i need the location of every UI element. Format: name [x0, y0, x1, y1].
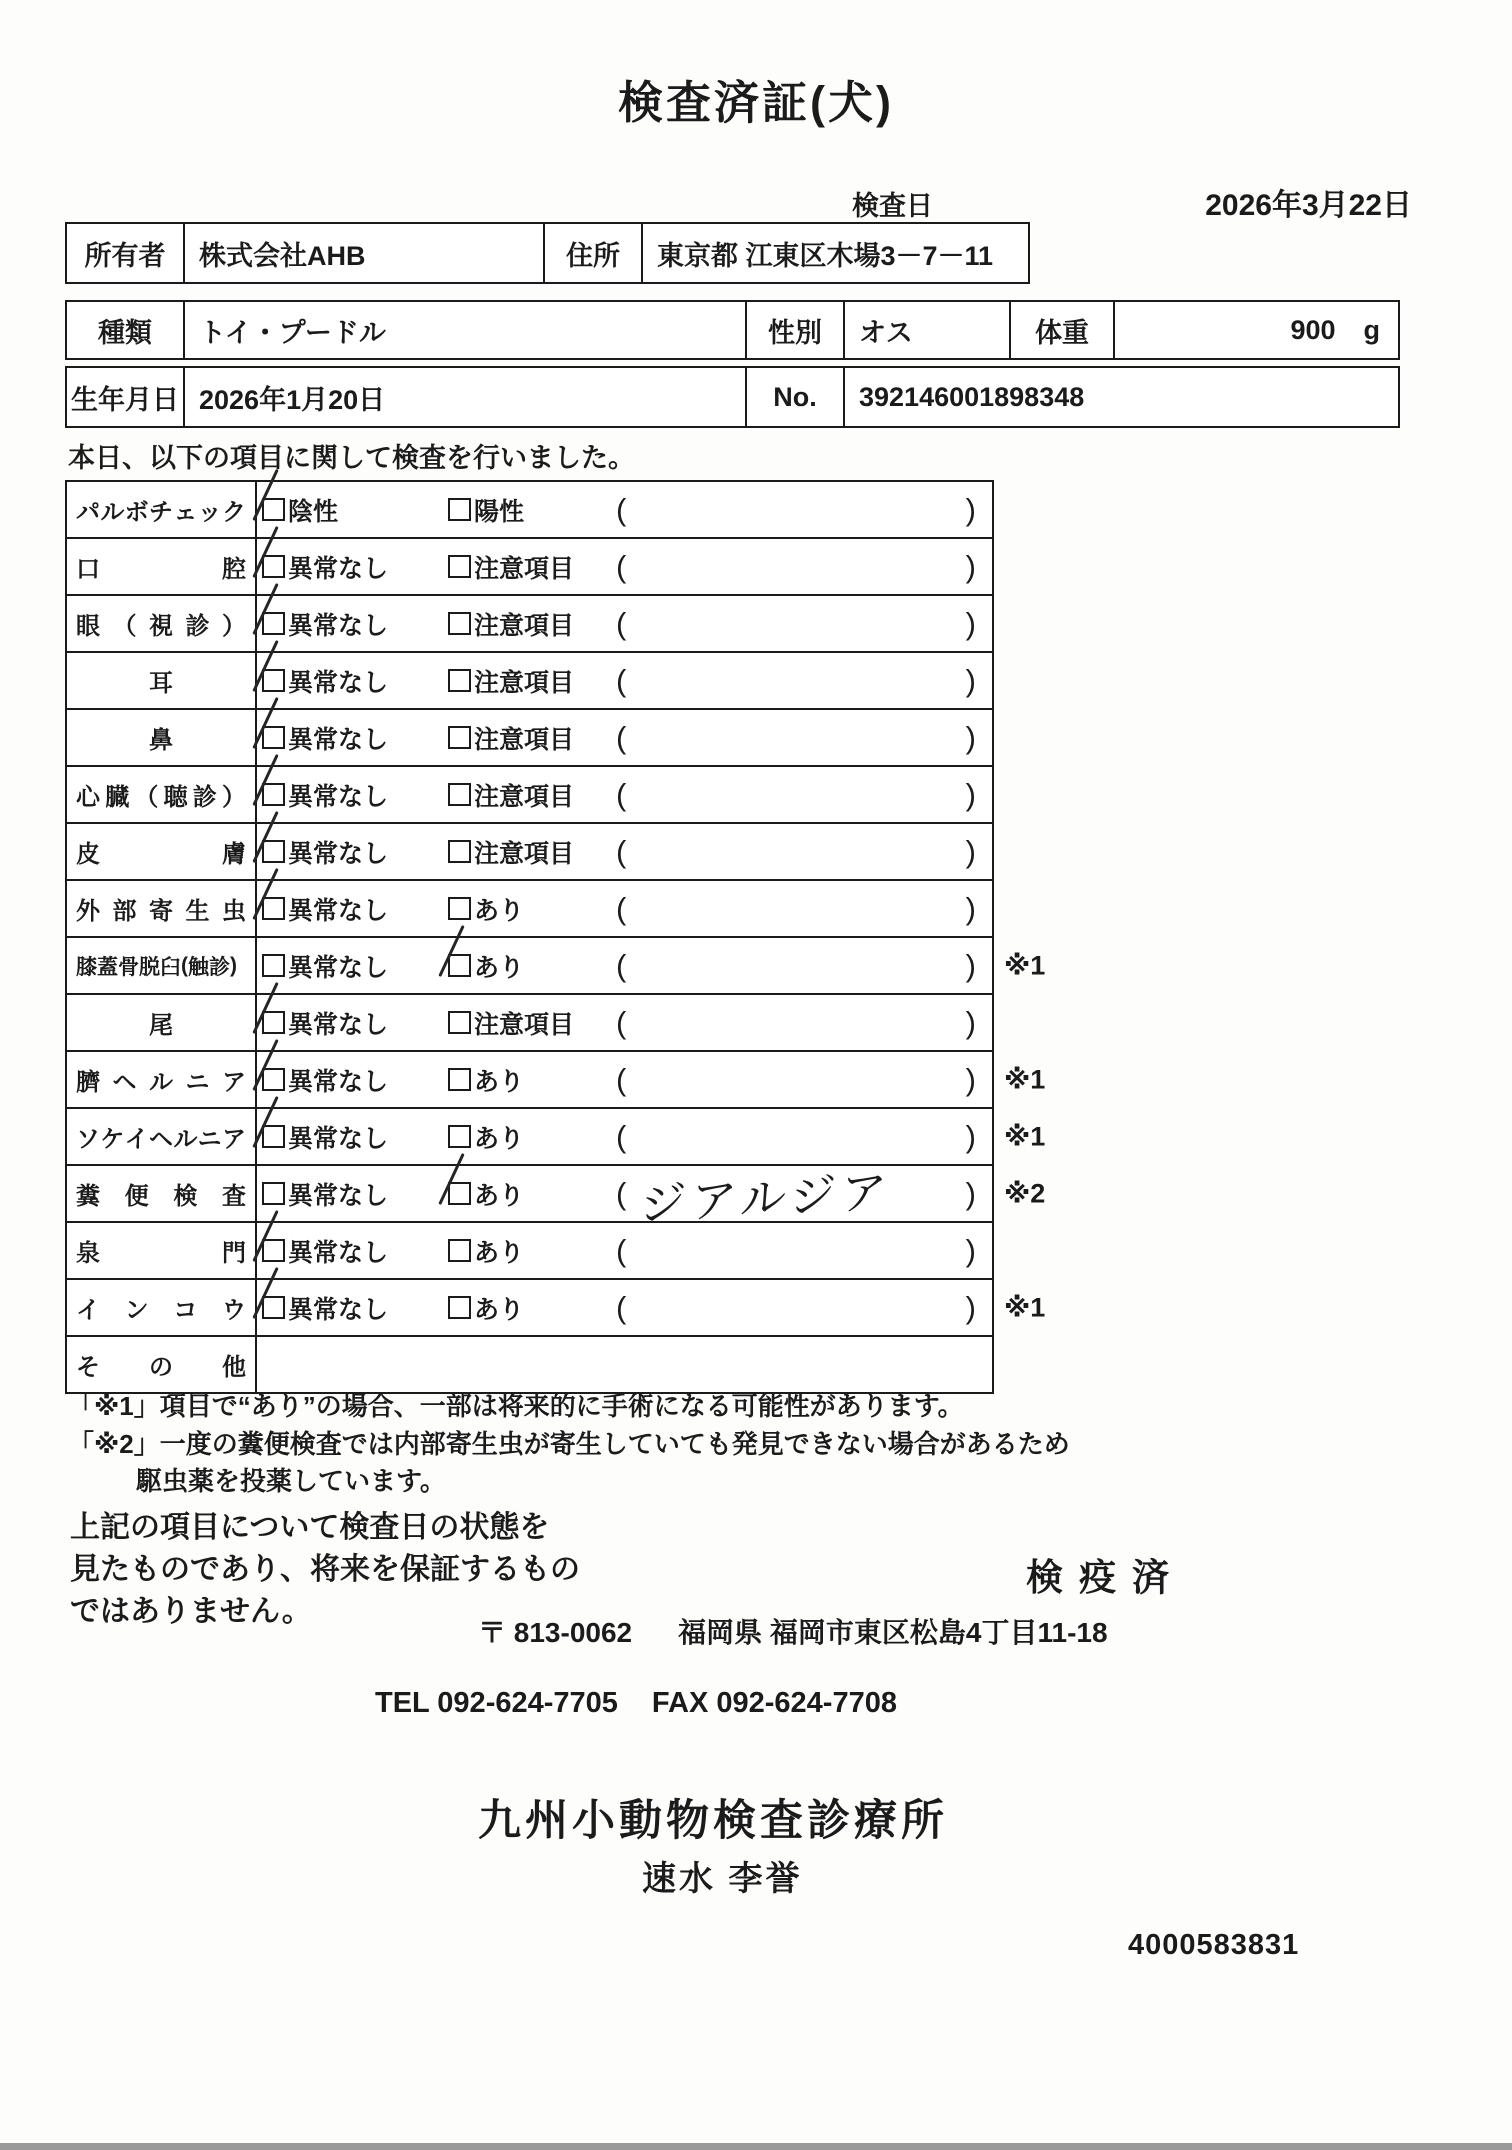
checklist-row — [67, 995, 992, 1052]
option-label: 注意項目 — [474, 1010, 575, 1039]
row-content — [257, 1280, 992, 1335]
row-label-char: ン — [124, 1297, 149, 1324]
sex-value: オス — [845, 302, 1011, 358]
option-label: 異常なし — [288, 1295, 389, 1324]
address-label: 住所 — [545, 224, 643, 282]
row-label-char: イ — [76, 1297, 100, 1324]
weight-label: 体重 — [1011, 302, 1115, 358]
checkbox-icon — [448, 954, 471, 977]
paren-close: ) — [965, 1289, 976, 1325]
paren-open: ( — [616, 662, 627, 698]
paren-close: ) — [965, 1061, 976, 1097]
option-label: あり — [474, 1181, 525, 1210]
checklist-row — [67, 710, 992, 767]
row-label-char: コ — [173, 1297, 198, 1324]
checkbox-icon — [262, 555, 285, 578]
row-label-char: 部 — [112, 898, 137, 925]
weight-number: 900 — [1290, 314, 1336, 345]
row-label — [67, 1223, 257, 1278]
option-1 — [262, 938, 448, 993]
row-label-char: ル — [100, 499, 125, 526]
option-2 — [448, 1166, 612, 1221]
paren-open: ( — [616, 548, 627, 584]
paren-field — [612, 834, 992, 870]
option-1 — [262, 995, 448, 1050]
row-content — [257, 653, 992, 708]
checkbox-icon — [262, 1239, 285, 1262]
checklist-row — [67, 596, 992, 653]
option-2 — [448, 596, 612, 651]
paren-open: ( — [616, 1004, 627, 1040]
paren-close: ) — [965, 833, 976, 869]
row-label-char: 心 — [76, 784, 100, 811]
paren-field — [612, 720, 992, 756]
row-label — [67, 1052, 257, 1107]
row-label-char: 骨 — [118, 955, 139, 979]
option-1 — [262, 596, 448, 651]
paren-open: ( — [616, 1061, 627, 1097]
row-label-char: ヘ — [112, 1069, 137, 1096]
option-2 — [448, 1223, 612, 1278]
option-label: 注意項目 — [474, 668, 575, 697]
row-label — [67, 653, 257, 708]
row-label-char: 臼 — [160, 955, 181, 979]
row-label-char: ア — [222, 1069, 246, 1096]
row-label-char: 生 — [185, 898, 210, 925]
row-label — [67, 482, 257, 537]
owner-label: 所有者 — [67, 224, 185, 282]
checklist-row — [67, 824, 992, 881]
checkbox-icon — [262, 1011, 285, 1034]
row-label-char: ア — [221, 1126, 246, 1153]
row-label-char: 便 — [124, 1183, 149, 1210]
inspection-date-label: 検査日 — [852, 191, 933, 221]
option-label: あり — [474, 953, 525, 982]
checklist-row — [67, 1164, 1046, 1231]
scan-edge-artifact — [0, 2143, 1512, 2150]
row-content — [257, 1052, 992, 1107]
option-label: あり — [474, 1295, 525, 1324]
checkbox-icon — [262, 669, 285, 692]
row-label-char: そ — [76, 1354, 100, 1381]
row-content — [257, 881, 992, 936]
clinic-contact-line — [375, 1687, 897, 1720]
option-label: 異常なし — [288, 611, 389, 640]
option-label: 注意項目 — [474, 725, 575, 754]
checkbox-icon — [448, 1125, 471, 1148]
checkbox-icon — [262, 840, 285, 863]
option-2 — [448, 710, 612, 765]
row-content — [257, 539, 992, 594]
option-label: 注意項目 — [474, 611, 575, 640]
owner-table — [65, 222, 1030, 284]
row-label — [67, 1280, 257, 1335]
paren-field — [612, 1005, 992, 1041]
checklist-row — [67, 938, 1046, 995]
paren-open: ( — [616, 890, 627, 926]
paren-field — [612, 1164, 992, 1231]
option-2 — [448, 1052, 612, 1107]
paren-close: ) — [965, 890, 976, 926]
option-1 — [262, 1052, 448, 1107]
option-2 — [448, 539, 612, 594]
paren-close: ) — [965, 605, 976, 641]
option-label: 異常なし — [288, 554, 389, 583]
row-content — [257, 710, 992, 765]
row-label-char: 門 — [222, 1240, 246, 1267]
weight-unit: g — [1363, 314, 1380, 345]
row-label-char: 口 — [76, 556, 100, 583]
option-1 — [262, 653, 448, 708]
option-2 — [448, 824, 612, 879]
row-content — [257, 1164, 992, 1231]
clinic-postal-code: 〒 813-0062 — [478, 1617, 633, 1648]
checklist-row — [67, 1052, 1046, 1109]
disclaimer-line-2: 見たものであり、将来を保証するもの — [70, 1553, 580, 1586]
clinic-address: 福岡県 福岡市東区松島4丁目11-18 — [678, 1617, 1108, 1648]
paren-open: ( — [616, 719, 627, 755]
row-label-char: ( — [181, 953, 188, 977]
option-1 — [262, 767, 448, 822]
veterinarian-name: 速水 李誉 — [642, 1860, 803, 1898]
checklist-row — [67, 1337, 992, 1392]
checklist-row — [67, 767, 992, 824]
row-label-char: ) — [230, 953, 237, 977]
row-mark: ※1 — [1004, 950, 1046, 980]
checkbox-icon — [262, 1068, 285, 1091]
sex-label: 性別 — [747, 302, 845, 358]
row-label-char: 鼻 — [149, 727, 173, 754]
option-label: あり — [474, 1067, 525, 1096]
row-content — [257, 824, 992, 879]
checkbox-icon — [448, 612, 471, 635]
checkbox-icon — [448, 1239, 471, 1262]
option-2 — [448, 881, 612, 936]
option-label: 異常なし — [288, 668, 389, 697]
option-label: 異常なし — [288, 896, 389, 925]
pet-table — [65, 300, 1400, 360]
row-label-char: 眼 — [76, 613, 100, 640]
row-mark: ※2 — [1004, 1178, 1046, 1208]
option-2 — [448, 995, 612, 1050]
row-label-char: 虫 — [222, 898, 246, 925]
birth-table — [65, 366, 1400, 428]
row-content — [257, 1337, 992, 1392]
owner-value: 株式会社AHB — [185, 224, 545, 282]
address-value: 東京都 江東区木場3－7－11 — [657, 240, 994, 271]
option-2 — [448, 938, 612, 993]
paren-field — [612, 1062, 992, 1098]
checkbox-icon — [448, 555, 471, 578]
inspection-date-value: 2026年3月22日 — [1205, 189, 1412, 222]
option-1 — [262, 1223, 448, 1278]
checkbox-icon — [262, 954, 285, 977]
row-label-char: 診 — [209, 955, 230, 979]
option-label: 異常なし — [288, 1181, 389, 1210]
clinic-fax: FAX 092-624-7708 — [651, 1687, 897, 1719]
birthdate-value: 2026年1月20日 — [185, 368, 747, 426]
paren-close: ) — [965, 491, 976, 527]
row-label-char: ） — [221, 784, 246, 811]
checklist-row — [67, 1223, 992, 1280]
checkbox-icon — [448, 1296, 471, 1319]
paren-field — [612, 1233, 992, 1269]
row-label-char: 査 — [221, 1183, 246, 1210]
paren-field — [612, 891, 992, 927]
paren-close: ) — [965, 776, 976, 812]
paren-close: ) — [965, 1175, 976, 1211]
paren-field — [612, 777, 992, 813]
row-content — [257, 596, 992, 651]
option-1 — [262, 881, 448, 936]
footnote-2-continued: 駆虫薬を投薬しています。 — [136, 1466, 446, 1496]
paren-field — [612, 549, 992, 585]
row-label-char: 外 — [76, 898, 100, 925]
paren-close: ) — [965, 1118, 976, 1154]
row-label — [67, 539, 257, 594]
row-label-char: イ — [124, 1126, 149, 1153]
option-label: 異常なし — [288, 1124, 389, 1153]
paren-open: ( — [616, 1289, 627, 1325]
row-label-char: 聴 — [163, 784, 188, 811]
option-label: あり — [474, 896, 525, 925]
row-label-char: 検 — [173, 1183, 198, 1210]
checkbox-icon — [262, 498, 285, 521]
option-2 — [448, 653, 612, 708]
option-2 — [448, 1109, 612, 1164]
row-label-char: チ — [148, 499, 173, 526]
row-content — [257, 1223, 992, 1278]
row-content — [257, 767, 992, 822]
row-label-char: 他 — [222, 1354, 246, 1381]
option-1 — [262, 1109, 448, 1164]
checklist-row — [67, 482, 992, 539]
paren-close: ) — [965, 662, 976, 698]
paren-close: ) — [965, 947, 976, 983]
paren-open: ( — [616, 1118, 627, 1154]
row-label-char: 糞 — [76, 1183, 100, 1210]
row-content — [257, 938, 992, 993]
number-label: No. — [747, 368, 845, 426]
row-label — [67, 938, 257, 993]
row-label-char: ェ — [173, 499, 198, 526]
clinic-tel: TEL 092-624-7705 — [375, 1687, 618, 1719]
row-label — [67, 710, 257, 765]
row-label-char: （ — [112, 613, 137, 640]
row-label-char: 視 — [149, 613, 173, 640]
checkbox-icon — [448, 897, 471, 920]
row-label-char: の — [149, 1354, 173, 1381]
checkbox-icon — [448, 840, 471, 863]
option-2 — [448, 1280, 612, 1335]
option-1 — [262, 824, 448, 879]
paren-close: ) — [965, 1004, 976, 1040]
row-label-char: ウ — [221, 1297, 246, 1324]
checkbox-icon — [448, 498, 471, 521]
checkbox-icon — [262, 783, 285, 806]
row-label — [67, 1337, 257, 1392]
option-label: 陽性 — [474, 497, 525, 526]
checklist-table — [65, 480, 1046, 1394]
checkbox-icon — [262, 726, 285, 749]
option-label: あり — [474, 1124, 525, 1153]
row-label-char: 脱 — [139, 955, 160, 979]
checkbox-icon — [448, 726, 471, 749]
option-label: 異常なし — [288, 782, 389, 811]
option-label: 異常なし — [288, 725, 389, 754]
option-label: 注意項目 — [474, 554, 575, 583]
row-label-char: ル — [173, 1126, 198, 1153]
option-label: 注意項目 — [474, 782, 575, 811]
paren-open: ( — [616, 1175, 627, 1211]
row-label-char: パ — [76, 499, 100, 526]
row-label — [67, 767, 257, 822]
row-label-char: ） — [222, 613, 246, 640]
paren-field — [612, 606, 992, 642]
checkbox-icon — [448, 1011, 471, 1034]
clinic-name: 九州小動物検査診療所 — [478, 1797, 948, 1845]
row-label-char: 尾 — [149, 1012, 173, 1039]
footnote-2: 「※2」一度の糞便検査では内部寄生虫が寄生していても発見できない場合があるため — [68, 1429, 1070, 1459]
species-value: トイ・プードル — [185, 302, 747, 358]
row-label-char: 臍 — [76, 1069, 100, 1096]
paren-open: ( — [616, 947, 627, 983]
row-label-char: 蓋 — [97, 955, 118, 979]
checkbox-icon — [448, 669, 471, 692]
option-2 — [448, 482, 612, 537]
checkbox-icon — [262, 612, 285, 635]
checkbox-icon — [448, 783, 471, 806]
row-label-char: 腔 — [222, 556, 246, 583]
checklist-row — [67, 1280, 1046, 1337]
checkbox-icon — [262, 897, 285, 920]
option-label: 異常なし — [288, 953, 389, 982]
row-label-char: 耳 — [149, 670, 173, 697]
row-content — [257, 482, 992, 537]
serial-number: 4000583831 — [1128, 1929, 1300, 1961]
option-label: 異常なし — [288, 839, 389, 868]
paren-field — [612, 1119, 992, 1155]
row-label-char: ル — [149, 1069, 173, 1096]
paren-open: ( — [616, 605, 627, 641]
option-1 — [262, 539, 448, 594]
weight-value — [1115, 302, 1398, 358]
row-mark: ※1 — [1004, 1064, 1046, 1094]
row-label — [67, 1166, 257, 1221]
footnote-1: 「※1」項目で“あり”の場合、一部は将来的に手術になる可能性があります。 — [68, 1391, 964, 1421]
option-2 — [448, 767, 612, 822]
row-label — [67, 881, 257, 936]
row-label-char: ニ — [197, 1126, 222, 1153]
option-label: 異常なし — [288, 1010, 389, 1039]
paren-field — [612, 663, 992, 699]
disclaimer-line-1: 上記の項目について検査日の状態を — [70, 1511, 550, 1544]
row-label-char: （ — [134, 784, 159, 811]
birthdate-label: 生年月日 — [67, 368, 185, 426]
row-label-char: ボ — [124, 499, 149, 526]
checklist-row — [67, 653, 992, 710]
checkbox-icon — [448, 1182, 471, 1205]
row-label — [67, 995, 257, 1050]
species-label: 種類 — [67, 302, 185, 358]
checklist-row — [67, 539, 992, 596]
row-label-char: 診 — [185, 613, 210, 640]
checkbox-icon — [262, 1296, 285, 1319]
paren-field — [612, 948, 992, 984]
row-label-char: ッ — [197, 499, 222, 526]
row-label-char: ニ — [185, 1069, 210, 1096]
row-label-char: 泉 — [76, 1240, 100, 1267]
checklist-row — [67, 881, 992, 938]
row-label — [67, 596, 257, 651]
row-label-char: 膚 — [222, 841, 246, 868]
checkbox-icon — [262, 1182, 285, 1205]
row-label-char: ク — [221, 499, 246, 526]
row-label-char: 診 — [192, 784, 217, 811]
row-label-char: 触 — [188, 955, 209, 979]
paren-open: ( — [616, 776, 627, 812]
option-label: 陰性 — [288, 497, 339, 526]
disclaimer-line-3: ではありません。 — [70, 1595, 312, 1628]
paren-open: ( — [616, 1232, 627, 1268]
paren-close: ) — [965, 1232, 976, 1268]
row-label — [67, 1109, 257, 1164]
row-label-char: ソ — [76, 1126, 100, 1153]
row-mark: ※1 — [1004, 1121, 1046, 1151]
paren-field — [612, 1290, 992, 1326]
quarantine-stamp: 検疫済 — [1026, 1557, 1185, 1598]
row-label-char: 臓 — [105, 784, 130, 811]
paren-open: ( — [616, 491, 627, 527]
option-label: あり — [474, 1238, 525, 1267]
row-content — [257, 995, 992, 1050]
document-title: 検査済証(犬) — [618, 77, 894, 128]
paren-open: ( — [616, 833, 627, 869]
row-label-char: ケ — [100, 1126, 125, 1153]
checkbox-icon — [262, 1125, 285, 1148]
paren-close: ) — [965, 719, 976, 755]
clinic-address-line — [478, 1611, 1108, 1651]
option-label: 注意項目 — [474, 839, 575, 868]
row-mark: ※1 — [1004, 1292, 1046, 1322]
row-label — [67, 824, 257, 879]
handwritten-note: ジアルジア — [638, 1164, 894, 1231]
option-1 — [262, 482, 448, 537]
row-label-char: 膝 — [76, 955, 97, 979]
option-1 — [262, 1280, 448, 1335]
row-label-char: ヘ — [148, 1126, 173, 1153]
number-value: 392146001898348 — [859, 381, 1085, 412]
option-label: 異常なし — [288, 1238, 389, 1267]
paren-close: ) — [965, 548, 976, 584]
option-label: 異常なし — [288, 1067, 389, 1096]
row-label-char: 皮 — [76, 841, 100, 868]
option-1 — [262, 1166, 448, 1221]
intro-text: 本日、以下の項目に関して検査を行いました。 — [68, 443, 635, 473]
row-label-char: 寄 — [149, 898, 173, 925]
checkbox-icon — [448, 1068, 471, 1091]
option-1 — [262, 710, 448, 765]
paren-field — [612, 492, 992, 528]
